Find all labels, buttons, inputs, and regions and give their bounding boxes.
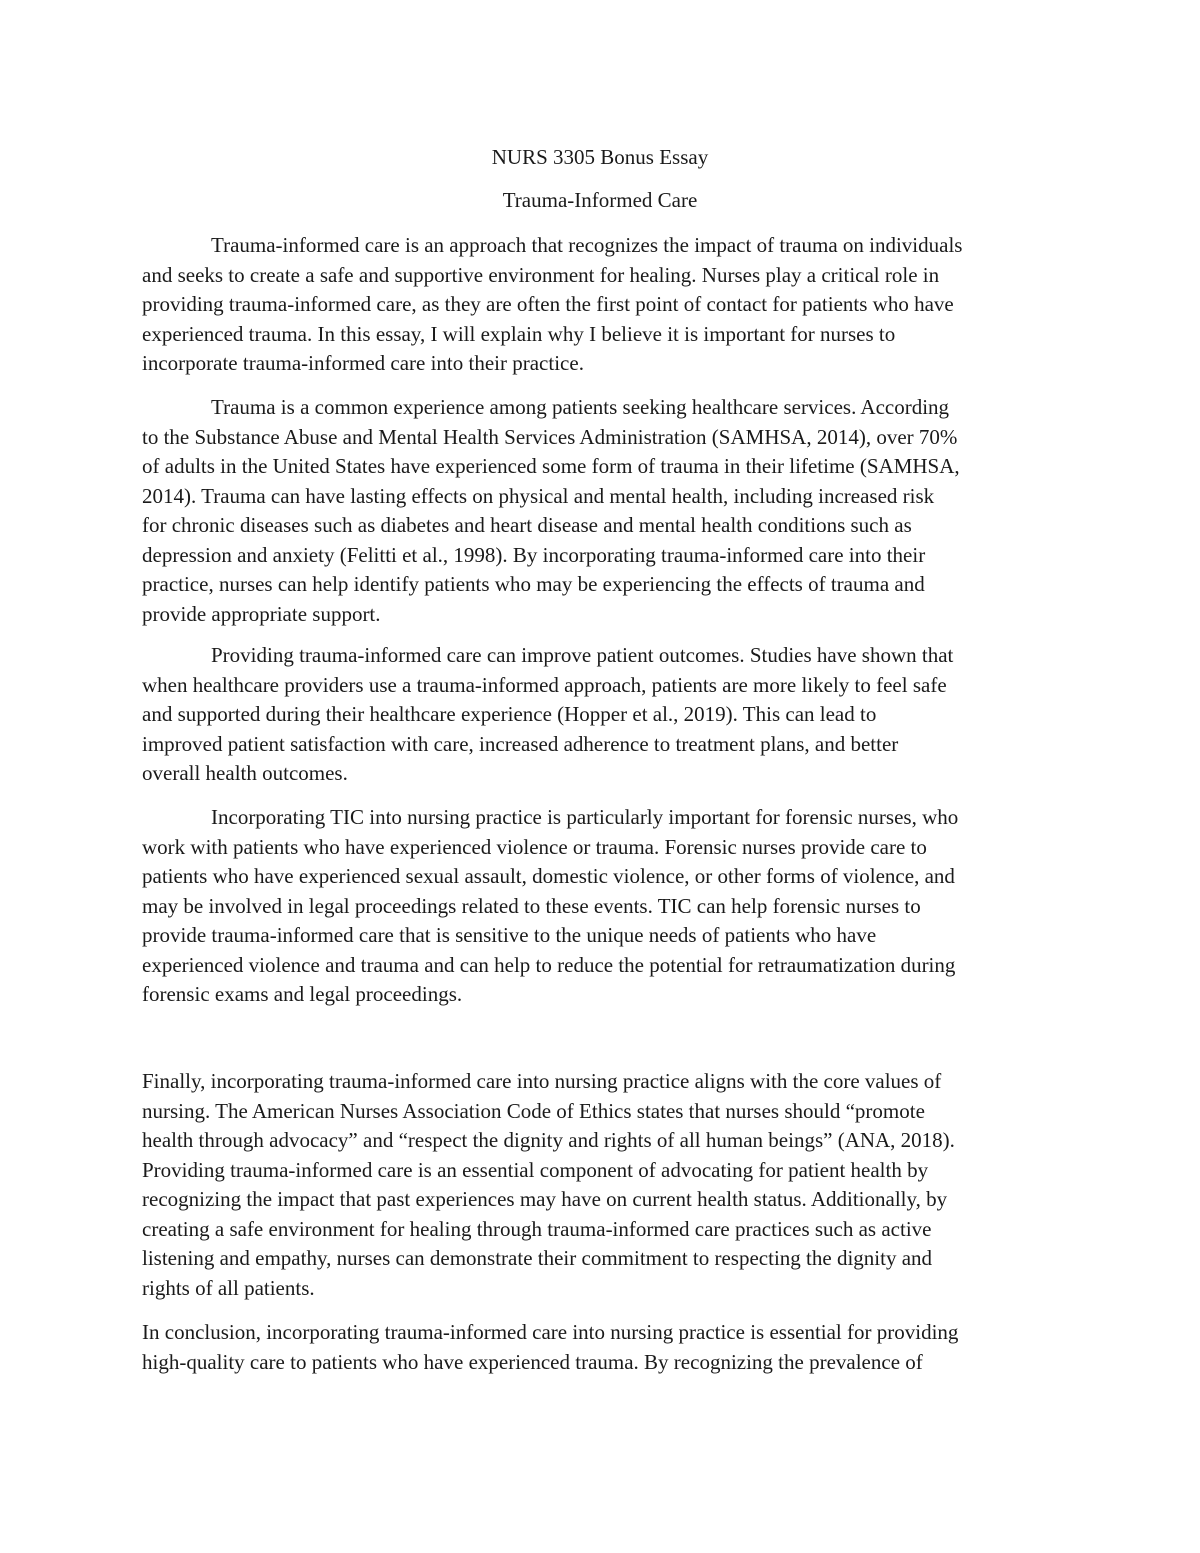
paragraph-line: forensic exams and legal proceedings. bbox=[142, 982, 463, 1006]
paragraph-line: practice, nurses can help identify patients who may be experiencing the effects of trauma and bbox=[142, 572, 925, 596]
paragraph-patient-outcomes bbox=[142, 641, 1067, 789]
paragraph-line: listening and empathy, nurses can demonstrate their commitment to respecting the dignity and bbox=[142, 1246, 933, 1270]
paragraph-line: rights of all patients. bbox=[142, 1275, 315, 1300]
paragraph-trauma-prevalence bbox=[142, 393, 1067, 629]
paragraph-conclusion bbox=[142, 1318, 1067, 1377]
paragraph-line: creating a safe environment for healing through trauma-informed care practices such as active bbox=[142, 1216, 932, 1241]
paragraph-line: provide appropriate support. bbox=[142, 601, 381, 626]
paragraph-line: experienced violence and trauma and can help to reduce the potential for retraumatization during bbox=[142, 952, 956, 977]
paragraph-line: and supported during their healthcare experience (Hopper et al., 2019). This can lead to bbox=[142, 702, 877, 726]
paragraph-line: In conclusion, incorporating trauma-informed care into nursing practice is essential for providing bbox=[142, 1320, 959, 1344]
paragraph-line: improved patient satisfaction with care, increased adherence to treatment plans, and better bbox=[142, 731, 899, 756]
paragraph-line: experienced trauma. In this essay, I will explain why I believe it is important for nurses to bbox=[142, 321, 896, 346]
paragraph-line: of adults in the United States have experienced some form of trauma in their lifetime (SAMHSA, bbox=[142, 454, 960, 478]
paragraph-introduction bbox=[142, 231, 1067, 379]
paragraph-line: health through advocacy” and “respect the dignity and rights of all human beings” (ANA, 2018). bbox=[142, 1128, 955, 1152]
paragraph-line: nursing. The American Nurses Association Code of Ethics states that nurses should “promote bbox=[142, 1098, 925, 1123]
paragraph-line: Providing trauma-informed care is an essential component of advocating for patient health by bbox=[142, 1157, 929, 1182]
paragraph-line: recognizing the impact that past experiences may have on current health status. Additionally, by bbox=[142, 1187, 948, 1211]
paragraph-line: Trauma-informed care is an approach that recognizes the impact of trauma on individuals bbox=[211, 233, 963, 257]
paragraph-line: overall health outcomes. bbox=[142, 761, 348, 785]
paragraph-line: providing trauma-informed care, as they are often the first point of contact for patients who have bbox=[142, 292, 954, 316]
paragraph-line: Providing trauma-informed care can improve patient outcomes. Studies have shown that bbox=[211, 643, 954, 667]
paragraph-line: Finally, incorporating trauma-informed care into nursing practice aligns with the core values of bbox=[142, 1069, 942, 1093]
document-subtitle: Trauma-Informed Care bbox=[502, 188, 698, 212]
paragraph-line: Incorporating TIC into nursing practice is particularly important for forensic nurses, who bbox=[211, 805, 959, 829]
paragraph-line: may be involved in legal proceedings related to these events. TIC can help forensic nurses to bbox=[142, 893, 921, 918]
document-title: NURS 3305 Bonus Essay bbox=[491, 145, 709, 169]
paragraph-line: 2014). Trauma can have lasting effects on physical and mental health, including increased risk bbox=[142, 483, 935, 508]
paragraph-line: and seeks to create a safe and supportive environment for healing. Nurses play a critical role in bbox=[142, 262, 940, 287]
paragraph-line: work with patients who have experienced violence or trauma. Forensic nurses provide care to bbox=[142, 834, 927, 859]
paragraph-line: patients who have experienced sexual assault, domestic violence, or other forms of violence, and bbox=[142, 864, 955, 888]
paragraph-line: for chronic diseases such as diabetes and heart disease and mental health conditions such as bbox=[142, 513, 912, 537]
paragraph-line: to the Substance Abuse and Mental Health Services Administration (SAMHSA, 2014), over 70% bbox=[142, 424, 958, 449]
paragraph-line: Trauma is a common experience among patients seeking healthcare services. According bbox=[211, 395, 950, 419]
paragraph-line: incorporate trauma-informed care into their practice. bbox=[142, 351, 584, 375]
paragraph-core-values bbox=[142, 1067, 1067, 1303]
paragraph-line: depression and anxiety (Felitti et al., 1998). By incorporating trauma-informed care into their bbox=[142, 542, 926, 567]
paragraph-line: when healthcare providers use a trauma-informed approach, patients are more likely to feel safe bbox=[142, 672, 947, 697]
paragraph-forensic-nurses bbox=[142, 803, 1067, 1010]
paragraph-line: high-quality care to patients who have experienced trauma. By recognizing the prevalence of bbox=[142, 1349, 923, 1374]
paragraph-line: provide trauma-informed care that is sensitive to the unique needs of patients who have bbox=[142, 923, 877, 947]
